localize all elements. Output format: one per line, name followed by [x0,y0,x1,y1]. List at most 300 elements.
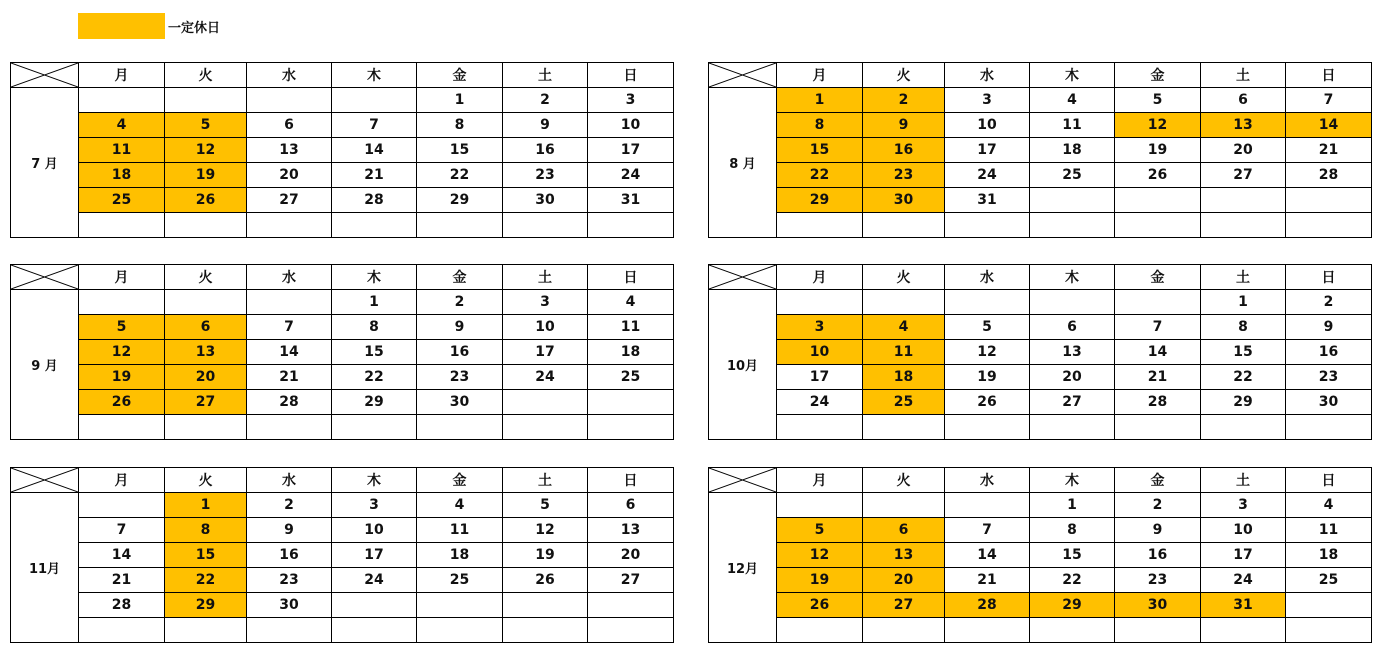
day-cell-holiday: 16 [863,138,945,163]
month-table [10,62,674,238]
day-cell: 24 [588,163,674,188]
day-cell [165,415,247,440]
month-table [10,467,674,643]
day-cell: 21 [945,568,1030,593]
day-cell: 10 [1201,518,1286,543]
day-cell [777,290,863,315]
day-cell: 22 [417,163,503,188]
week-row [11,88,674,113]
day-cell [332,415,417,440]
day-cell: 30 [503,188,588,213]
week-row [709,315,1372,340]
day-cell: 29 [417,188,503,213]
day-cell: 1 [332,290,417,315]
day-cell: 13 [1030,340,1115,365]
weekday-header: 木 [1030,63,1115,88]
legend-label: 一定休日 [168,20,221,36]
day-cell: 6 [1201,88,1286,113]
day-cell [1286,593,1372,618]
day-cell [863,290,945,315]
day-cell [1030,415,1115,440]
week-row [709,493,1372,518]
day-cell: 17 [945,138,1030,163]
day-cell: 2 [503,88,588,113]
weekday-header: 木 [332,265,417,290]
day-cell: 3 [332,493,417,518]
day-cell: 31 [945,188,1030,213]
weekday-header-row [709,63,1372,88]
day-cell: 20 [247,163,332,188]
corner-cross-cell [709,63,777,88]
week-row [709,568,1372,593]
day-cell-holiday: 14 [1286,113,1372,138]
day-cell-holiday: 13 [863,543,945,568]
day-cell [165,290,247,315]
day-cell: 7 [79,518,165,543]
day-cell: 17 [332,543,417,568]
month-table [10,264,674,440]
diagonal-cross-icon [709,265,776,289]
day-cell [503,618,588,643]
day-cell: 15 [332,340,417,365]
day-cell [1286,213,1372,238]
day-cell [1030,290,1115,315]
weekday-header: 水 [945,63,1030,88]
day-cell-holiday: 4 [863,315,945,340]
legend-swatch [78,13,165,39]
day-cell: 27 [1030,390,1115,415]
day-cell [777,415,863,440]
month-calendar [708,62,1372,238]
weekday-header: 木 [1030,265,1115,290]
week-row [709,113,1372,138]
month-label: 10月 [709,290,777,440]
day-cell: 3 [1201,493,1286,518]
day-cell: 4 [1030,88,1115,113]
day-cell: 7 [332,113,417,138]
weekday-header-row [709,265,1372,290]
month-label: 9 月 [11,290,79,440]
weekday-header-row [11,265,674,290]
day-cell-holiday: 27 [165,390,247,415]
week-row [709,290,1372,315]
day-cell: 20 [588,543,674,568]
day-cell-holiday: 25 [79,188,165,213]
week-row [709,518,1372,543]
weekday-header: 金 [1115,265,1201,290]
day-cell [777,618,863,643]
day-cell-holiday: 19 [777,568,863,593]
day-cell [247,415,332,440]
month-label: 11月 [11,493,79,643]
day-cell: 11 [588,315,674,340]
month-table [708,62,1372,238]
day-cell: 2 [417,290,503,315]
day-cell-holiday: 6 [165,315,247,340]
weekday-header: 水 [247,265,332,290]
day-cell [1115,415,1201,440]
day-cell [1115,290,1201,315]
weekday-header: 日 [588,63,674,88]
month-label: 12月 [709,493,777,643]
month-calendar [10,62,674,238]
day-cell [1115,618,1201,643]
day-cell: 26 [503,568,588,593]
day-cell [79,213,165,238]
day-cell-holiday: 8 [777,113,863,138]
day-cell: 11 [1286,518,1372,543]
week-row [11,518,674,543]
week-row [709,340,1372,365]
day-cell: 17 [503,340,588,365]
day-cell: 8 [332,315,417,340]
day-cell [417,618,503,643]
day-cell-holiday: 19 [165,163,247,188]
day-cell-holiday: 15 [165,543,247,568]
day-cell [79,290,165,315]
day-cell: 28 [332,188,417,213]
week-row [11,493,674,518]
day-cell: 5 [503,493,588,518]
weekday-header-row [11,63,674,88]
day-cell: 16 [247,543,332,568]
day-cell [945,415,1030,440]
weekday-header: 火 [165,63,247,88]
day-cell-holiday: 30 [1115,593,1201,618]
day-cell: 21 [1115,365,1201,390]
day-cell [945,290,1030,315]
day-cell [588,213,674,238]
weekday-header: 月 [79,468,165,493]
week-row [709,390,1372,415]
day-cell: 19 [503,543,588,568]
day-cell: 5 [1115,88,1201,113]
weekday-header: 木 [332,468,417,493]
day-cell-holiday: 12 [165,138,247,163]
day-cell: 14 [1115,340,1201,365]
day-cell: 14 [247,340,332,365]
day-cell: 27 [1201,163,1286,188]
day-cell: 16 [417,340,503,365]
day-cell [247,618,332,643]
weekday-header: 月 [777,265,863,290]
day-cell: 3 [945,88,1030,113]
day-cell-holiday: 10 [777,340,863,365]
day-cell-holiday: 26 [165,188,247,213]
day-cell: 17 [1201,543,1286,568]
day-cell: 14 [79,543,165,568]
day-cell [945,213,1030,238]
day-cell: 9 [503,113,588,138]
day-cell [1286,188,1372,213]
weekday-header: 金 [1115,63,1201,88]
day-cell: 14 [945,543,1030,568]
day-cell [945,618,1030,643]
day-cell: 19 [1115,138,1201,163]
day-cell-holiday: 11 [863,340,945,365]
day-cell: 24 [945,163,1030,188]
day-cell: 8 [1201,315,1286,340]
day-cell: 9 [247,518,332,543]
week-row [11,568,674,593]
day-cell [588,618,674,643]
week-row [11,290,674,315]
day-cell [503,593,588,618]
month-calendar [10,264,674,440]
day-cell-holiday: 2 [863,88,945,113]
weekday-header: 水 [945,468,1030,493]
day-cell-holiday: 15 [777,138,863,163]
weekday-header: 土 [503,468,588,493]
day-cell [863,213,945,238]
day-cell [945,493,1030,518]
weekday-header: 土 [503,63,588,88]
day-cell: 15 [417,138,503,163]
week-row [11,113,674,138]
day-cell [588,390,674,415]
day-cell: 3 [503,290,588,315]
day-cell: 29 [1201,390,1286,415]
day-cell [503,213,588,238]
day-cell-holiday: 8 [165,518,247,543]
day-cell: 25 [1286,568,1372,593]
day-cell: 21 [79,568,165,593]
day-cell-holiday: 19 [79,365,165,390]
corner-cross-cell [709,468,777,493]
day-cell-holiday: 20 [863,568,945,593]
day-cell: 10 [588,113,674,138]
day-cell: 9 [417,315,503,340]
day-cell: 1 [1201,290,1286,315]
day-cell [863,493,945,518]
day-cell: 15 [1201,340,1286,365]
day-cell-holiday: 3 [777,315,863,340]
day-cell: 23 [417,365,503,390]
weekday-header: 金 [417,468,503,493]
day-cell-holiday: 12 [1115,113,1201,138]
day-cell: 8 [1030,518,1115,543]
legend [78,13,220,39]
day-cell-holiday: 13 [1201,113,1286,138]
day-cell-holiday: 11 [79,138,165,163]
day-cell [332,213,417,238]
weekday-header: 木 [332,63,417,88]
week-row [709,593,1372,618]
day-cell: 24 [503,365,588,390]
corner-cross-cell [11,63,79,88]
weekday-header: 水 [247,468,332,493]
day-cell: 24 [1201,568,1286,593]
day-cell: 24 [332,568,417,593]
day-cell-holiday: 30 [863,188,945,213]
day-cell [588,593,674,618]
diagonal-cross-icon [11,265,78,289]
weekday-header: 土 [1201,265,1286,290]
day-cell-holiday: 18 [79,163,165,188]
week-row [709,618,1372,643]
day-cell-holiday: 29 [165,593,247,618]
week-row [11,138,674,163]
day-cell-holiday: 12 [79,340,165,365]
month-calendar [708,264,1372,440]
day-cell [417,593,503,618]
day-cell: 22 [1030,568,1115,593]
day-cell-holiday: 31 [1201,593,1286,618]
day-cell: 17 [777,365,863,390]
weekday-header: 日 [588,265,674,290]
day-cell [79,618,165,643]
weekday-header: 水 [247,63,332,88]
day-cell: 21 [1286,138,1372,163]
day-cell: 1 [417,88,503,113]
week-row [11,390,674,415]
day-cell: 26 [1115,163,1201,188]
day-cell: 2 [1115,493,1201,518]
day-cell [1201,415,1286,440]
day-cell-holiday: 6 [863,518,945,543]
day-cell: 3 [588,88,674,113]
diagonal-cross-icon [709,468,776,492]
weekday-header: 月 [79,265,165,290]
day-cell: 28 [247,390,332,415]
day-cell: 6 [247,113,332,138]
day-cell: 18 [417,543,503,568]
day-cell [165,88,247,113]
day-cell [1201,213,1286,238]
corner-cross-cell [11,265,79,290]
day-cell: 23 [1115,568,1201,593]
day-cell: 9 [1286,315,1372,340]
day-cell: 27 [588,568,674,593]
day-cell: 21 [247,365,332,390]
day-cell [1201,618,1286,643]
day-cell: 20 [1030,365,1115,390]
day-cell [79,88,165,113]
day-cell [332,618,417,643]
day-cell: 30 [247,593,332,618]
day-cell [1030,188,1115,213]
weekday-header: 月 [777,63,863,88]
day-cell: 25 [417,568,503,593]
day-cell [503,415,588,440]
day-cell: 27 [247,188,332,213]
day-cell-holiday: 1 [777,88,863,113]
weekday-header: 金 [417,63,503,88]
day-cell: 21 [332,163,417,188]
month-calendar [10,467,674,643]
day-cell: 28 [79,593,165,618]
week-row [709,163,1372,188]
month-label: 7 月 [11,88,79,238]
day-cell [588,415,674,440]
day-cell-holiday: 23 [863,163,945,188]
day-cell [417,213,503,238]
week-row [709,415,1372,440]
weekday-header: 日 [1286,265,1372,290]
day-cell [1201,188,1286,213]
day-cell [1030,213,1115,238]
week-row [11,618,674,643]
day-cell [777,493,863,518]
day-cell [165,213,247,238]
week-row [11,415,674,440]
weekday-header: 土 [1201,468,1286,493]
week-row [709,213,1372,238]
day-cell: 7 [1286,88,1372,113]
week-row [709,365,1372,390]
month-table [708,264,1372,440]
week-row [11,543,674,568]
day-cell: 18 [1030,138,1115,163]
day-cell-holiday: 26 [777,593,863,618]
day-cell: 10 [503,315,588,340]
day-cell: 12 [945,340,1030,365]
day-cell [247,213,332,238]
day-cell-holiday: 27 [863,593,945,618]
day-cell-holiday: 4 [79,113,165,138]
day-cell: 25 [588,365,674,390]
day-cell: 16 [1115,543,1201,568]
day-cell: 23 [247,568,332,593]
weekday-header: 金 [417,265,503,290]
day-cell-holiday: 22 [777,163,863,188]
week-row [11,365,674,390]
day-cell: 4 [588,290,674,315]
week-row [709,543,1372,568]
day-cell [79,415,165,440]
day-cell [1030,618,1115,643]
weekday-header: 日 [1286,63,1372,88]
day-cell-holiday: 26 [79,390,165,415]
day-cell: 7 [1115,315,1201,340]
day-cell: 22 [332,365,417,390]
day-cell [165,618,247,643]
week-row [709,188,1372,213]
day-cell-holiday: 25 [863,390,945,415]
week-row [11,593,674,618]
weekday-header: 木 [1030,468,1115,493]
weekday-header: 日 [1286,468,1372,493]
day-cell: 10 [332,518,417,543]
day-cell: 9 [1115,518,1201,543]
weekday-header-row [709,468,1372,493]
day-cell: 18 [588,340,674,365]
day-cell: 5 [945,315,1030,340]
corner-cross-cell [11,468,79,493]
week-row [709,138,1372,163]
day-cell: 23 [1286,365,1372,390]
day-cell-holiday: 9 [863,113,945,138]
day-cell [1115,213,1201,238]
day-cell: 4 [417,493,503,518]
day-cell-holiday: 13 [165,340,247,365]
day-cell: 1 [1030,493,1115,518]
day-cell: 2 [247,493,332,518]
day-cell [1115,188,1201,213]
day-cell: 30 [1286,390,1372,415]
day-cell: 7 [945,518,1030,543]
day-cell [863,618,945,643]
day-cell: 23 [503,163,588,188]
day-cell: 6 [1030,315,1115,340]
weekday-header: 月 [777,468,863,493]
weekday-header: 火 [863,265,945,290]
day-cell-holiday: 5 [777,518,863,543]
day-cell [332,88,417,113]
weekday-header: 金 [1115,468,1201,493]
day-cell: 2 [1286,290,1372,315]
day-cell: 16 [503,138,588,163]
